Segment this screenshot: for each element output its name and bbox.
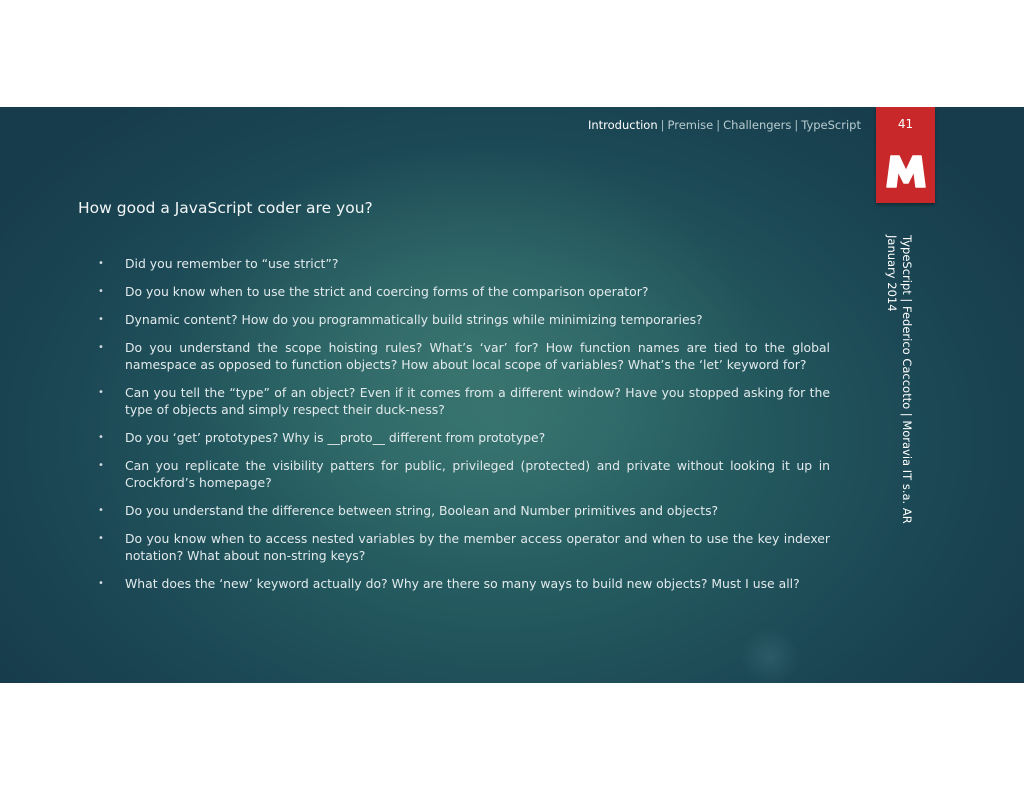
list-item bbox=[98, 339, 830, 373]
bullet-icon: • bbox=[98, 578, 104, 589]
bullet-text: Can you replicate the visibility patters for public, privileged (protected) and private without looking it up in Crockford’s homepage? bbox=[125, 458, 830, 490]
bullet-icon: • bbox=[98, 258, 104, 269]
list-item bbox=[98, 255, 830, 272]
bullet-text: Do you know when to access nested variables by the member access operator and when to use the key indexer notation? What about non-string keys? bbox=[125, 531, 830, 563]
side-footer-date: January 2014 bbox=[885, 235, 899, 312]
side-footer bbox=[860, 235, 920, 535]
breadcrumb-separator: | bbox=[716, 118, 721, 132]
list-item bbox=[98, 530, 830, 564]
breadcrumb-separator: | bbox=[660, 118, 665, 132]
side-footer-presenter: TypeScript | Federico Caccotto | Moravia IT s.a. AR bbox=[900, 235, 914, 524]
breadcrumb-item-introduction[interactable]: Introduction bbox=[587, 118, 658, 132]
bullet-icon: • bbox=[98, 460, 104, 471]
bullet-text: Did you remember to “use strict”? bbox=[125, 256, 339, 271]
bullet-text: Do you know when to use the strict and coercing forms of the comparison operator? bbox=[125, 284, 649, 299]
list-item bbox=[98, 283, 830, 300]
bullet-icon: • bbox=[98, 432, 104, 443]
slide-title: How good a JavaScript coder are you? bbox=[78, 199, 373, 217]
list-item bbox=[98, 311, 830, 328]
bullet-icon: • bbox=[98, 533, 104, 544]
breadcrumb-item-premise[interactable]: Premise bbox=[667, 118, 714, 132]
page-number: 41 bbox=[897, 117, 914, 131]
bullet-icon: • bbox=[98, 342, 104, 353]
bullet-icon: • bbox=[98, 286, 104, 297]
list-item bbox=[98, 429, 830, 446]
breadcrumb bbox=[588, 118, 861, 132]
bullet-list bbox=[98, 255, 830, 603]
bullet-text: What does the ‘new’ keyword actually do? Why are there so many ways to build new objects? Must I use all? bbox=[125, 576, 800, 591]
breadcrumb-item-typescript[interactable]: TypeScript bbox=[801, 118, 861, 132]
bullet-text: Dynamic content? How do you programmatically build strings while minimizing temporaries? bbox=[125, 312, 703, 327]
list-item bbox=[98, 502, 830, 519]
bullet-icon: • bbox=[98, 387, 104, 398]
bullet-text: Do you ‘get’ prototypes? Why is __proto__ different from prototype? bbox=[125, 430, 546, 445]
bullet-text: Do you understand the scope hoisting rules? What’s ‘var’ for? How function names are tied to the global namespace as opposed to function objects? How about local scope of variables? What’s the ‘let’ keyword for? bbox=[125, 340, 830, 372]
bullet-text: Can you tell the “type” of an object? Even if it comes from a different window? Have you stopped asking for the type of objects and simply respect their duck-ness? bbox=[125, 385, 830, 417]
list-item bbox=[98, 384, 830, 418]
list-item bbox=[98, 575, 830, 592]
breadcrumb-item-challengers[interactable]: Challengers bbox=[723, 118, 792, 132]
bullet-icon: • bbox=[98, 314, 104, 325]
bullet-icon: • bbox=[98, 505, 104, 516]
list-item bbox=[98, 457, 830, 491]
moravia-logo-icon bbox=[884, 151, 928, 191]
bullet-text: Do you understand the difference between string, Boolean and Number primitives and objects? bbox=[125, 503, 719, 518]
page-badge bbox=[876, 107, 935, 203]
slide bbox=[0, 107, 1024, 683]
breadcrumb-separator: | bbox=[794, 118, 799, 132]
